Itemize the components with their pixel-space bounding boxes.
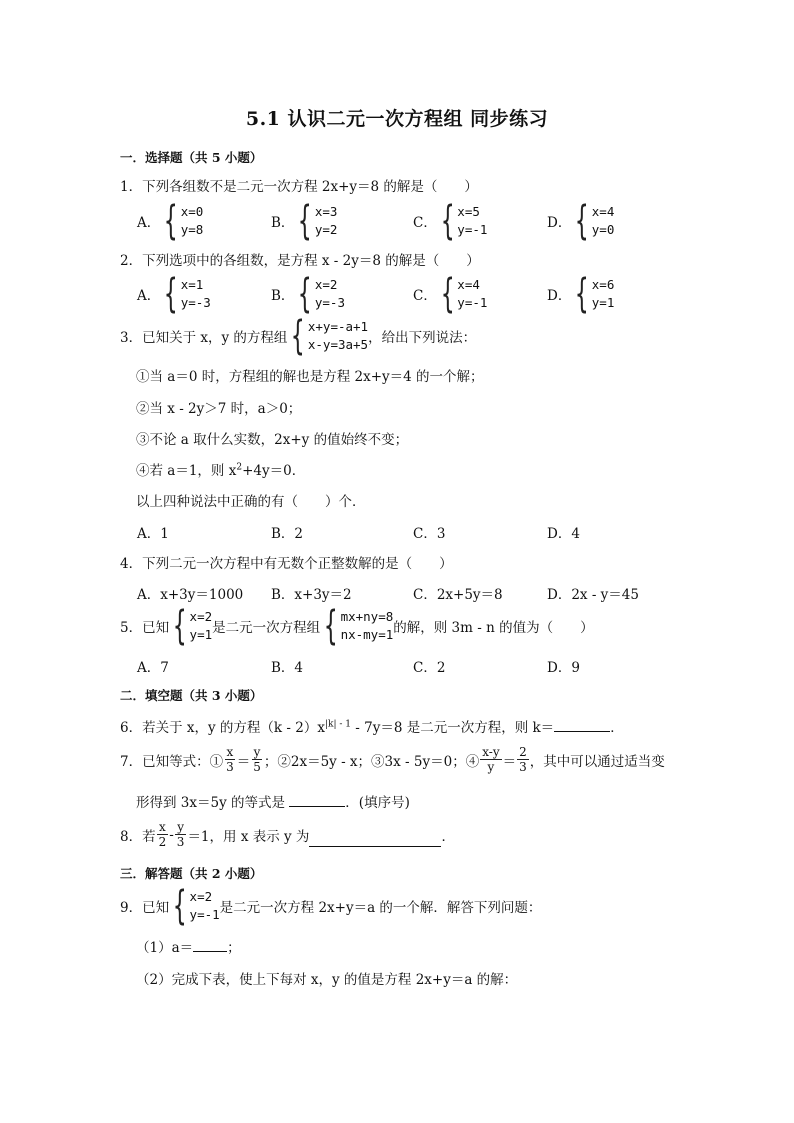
question-7-continued [136,791,410,811]
equation-system [169,603,213,649]
brace-symbol: { [575,198,590,244]
brace-symbol: { [440,198,455,244]
question-4-option-a: A．x+3y＝1000 [137,587,244,603]
numerator: 2 [519,745,527,759]
answer-blank[interactable] [289,794,345,807]
question-6-text: - 7y＝8 是二元一次方程，则 k＝ [350,720,555,736]
equation-system [294,271,345,317]
numerator: x-y [482,745,500,759]
question-5-option-d: D．9 [547,660,580,676]
denominator: y [487,760,495,774]
brace-symbol: { [323,603,338,649]
question-2-option-d [547,272,614,316]
system-row: y=8 [180,222,204,237]
question-8-text: ＝1，用 x 表示 y 为 [187,828,310,845]
statement-1: ①当 a＝0 时，方程组的解也是方程 2x+y＝4 的一个解； [136,369,484,385]
question-1-option-a [137,199,203,243]
denominator: 2 [158,835,167,849]
page-title: 5.1 认识二元一次方程组 同步练习 [245,108,549,130]
fraction [224,745,236,774]
question-8 [120,820,455,849]
fraction [480,745,501,774]
system-row: y=1 [591,295,615,310]
option-label: C． [413,215,437,231]
equation-system [437,271,488,317]
answer-blank[interactable] [193,939,227,952]
question-7 [120,745,665,774]
question-7-text: ＝ [502,753,517,770]
question-5-option-c: C．2 [413,660,446,676]
question-1-option-c [413,199,487,243]
system-row: y=-1 [457,295,488,310]
system-row: x=4 [591,204,615,219]
question-4-option-c: C．2x+5y＝8 [413,587,503,603]
question-3-option-a: A．1 [137,526,169,542]
system-row: x=6 [591,277,615,292]
system-row: y=1 [189,627,213,642]
question-6-text: ． [610,720,624,736]
equation-system [160,271,211,317]
question-4-option-b: B．x+3y＝2 [271,587,352,603]
statement-2: ②当 x - 2y＞7 时，a＞0； [136,401,302,417]
numerator: y [177,820,184,834]
option-label: A． [137,215,161,231]
system-row: x=2 [189,609,213,624]
section-heading-fill: 二．填空题（共 3 小题） [120,688,263,703]
denominator: 3 [226,760,234,774]
question-3-options [137,510,657,554]
question-9-stem [120,883,542,929]
question-4-stem: 4．下列二元一次方程中有无数个正整数解的是（ ） [120,556,453,572]
numerator: x [226,745,234,759]
question-9-text: 是二元一次方程 2x+y＝a 的一个解．解答下列问题： [219,900,542,916]
question-1-option-d [547,199,614,243]
system-row: mx+ny=8 [340,609,394,624]
denominator: 5 [253,760,261,774]
answer-blank[interactable] [554,719,610,732]
denominator: 3 [519,760,527,774]
question-8-text: ． [441,828,455,845]
question-2-option-c [413,272,487,316]
question-3-option-b: B．2 [271,526,304,542]
question-2-option-b [271,272,345,316]
fraction [157,820,169,849]
system-row: x=2 [189,889,213,904]
system-row: y=-3 [314,295,345,310]
question-4-option-d: D．2x - y＝45 [547,587,639,603]
system-row: nx-my=1 [340,627,394,642]
question-7-text: 形得到 3x＝5y 的等式是 [136,795,290,811]
question-3-ask: 以上四种说法中正确的有（ ）个． [136,494,366,510]
system-row: x=1 [180,277,204,292]
system-row: y=2 [314,222,338,237]
option-label: B． [271,288,295,304]
brace-symbol: { [298,198,313,244]
system-row: x+y=-a+1 [307,319,369,334]
system-row: x=5 [457,204,480,219]
question-5-text: 是二元一次方程组 [212,620,321,636]
fraction [251,745,263,774]
system-row: y=-1 [457,222,488,237]
question-8-text: 8．若 [120,828,156,845]
system-row: y=-1 [189,907,220,922]
question-9-part-1 [136,936,241,956]
statement-4-text: +4y＝0． [242,463,306,479]
question-2-option-a [137,272,211,316]
statement-4-text: ④若 a＝1，则 x [136,463,237,479]
denominator: 3 [176,835,185,849]
question-5-text: 的解，则 3m - n 的值为（ ） [393,620,594,636]
equation-system [437,198,488,244]
question-6-text: 6．若关于 x，y 的方程（k - 2）x [120,720,325,736]
question-2-options [137,272,657,316]
brace-symbol: { [575,271,590,317]
question-1-options [137,199,657,243]
question-9-text: 9．已知 [120,900,170,916]
question-2-stem: 2．下列选项中的各组数，是方程 x - 2y＝8 的解是（ ） [120,253,480,269]
question-3-option-d: D．4 [547,526,580,542]
question-6 [120,716,624,736]
question-8-text: - [169,826,174,843]
system-row: x=2 [314,277,338,292]
brace-symbol: { [440,271,455,317]
exponent: |k| - 1 [324,719,351,730]
equation-system [287,313,369,359]
question-5-stem [120,603,594,649]
system-row: x=3 [314,204,338,219]
question-3-option-c: C．3 [413,526,446,542]
option-label: C． [413,288,437,304]
brace-symbol: { [291,313,306,359]
answer-blank[interactable] [309,834,441,847]
brace-symbol: { [163,198,178,244]
fraction [175,820,187,849]
question-3-text: 3．已知关于 x，y 的方程组 [120,330,288,346]
numerator: y [253,745,261,759]
equation-system [294,198,338,244]
brace-symbol: { [172,603,187,649]
question-1-stem: 1．下列各组数不是二元一次方程 2x+y＝8 的解是（ ） [120,179,478,195]
system-row: x-y=3a+5 [307,337,369,352]
option-label: D． [547,215,572,231]
exponent: 2 [236,462,243,473]
question-7-text: ＝ [236,753,251,770]
question-9-part-2: （2）完成下表，使上下每对 x，y 的值是方程 2x+y＝a 的解： [136,972,518,988]
section-heading-answer: 三．解答题（共 2 小题） [120,866,263,881]
brace-symbol: { [298,271,313,317]
section-heading-choice: 一．选择题（共 5 小题） [120,150,263,165]
statement-3: ③不论 a 取什么实数，2x+y 的值始终不变； [136,432,409,448]
question-7-text: ；②2x＝5y - x；③3x - 5y＝0；④ [263,753,480,770]
numerator: x [159,820,166,834]
question-7-text: 7．已知等式：① [120,753,224,770]
equation-system [169,883,220,929]
system-row: y=0 [591,222,615,237]
equation-system [160,198,204,244]
question-3-text: ，给出下列说法： [368,330,477,346]
system-row: x=4 [457,277,480,292]
question-7-text: ．(填序号) [345,795,410,811]
statement-4 [136,459,305,479]
question-1-option-b [271,199,337,243]
option-label: D． [547,288,572,304]
question-9-text: ； [227,940,241,956]
option-label: A． [137,288,161,304]
question-5-option-b: B．4 [271,660,304,676]
question-3-stem [120,313,477,359]
equation-system [320,603,394,649]
option-label: B． [271,215,295,231]
question-5-options [137,644,657,688]
question-5-option-a: A．7 [137,660,169,676]
brace-symbol: { [172,883,187,929]
system-row: x=0 [180,204,204,219]
equation-system [571,271,615,317]
equation-system [571,198,615,244]
question-9-text: （1）a＝ [136,940,194,956]
question-5-text: 5．已知 [120,620,170,636]
brace-symbol: { [163,271,178,317]
system-row: y=-3 [180,295,211,310]
question-7-text: ，其中可以通过适当变 [529,753,665,770]
fraction [517,745,529,774]
